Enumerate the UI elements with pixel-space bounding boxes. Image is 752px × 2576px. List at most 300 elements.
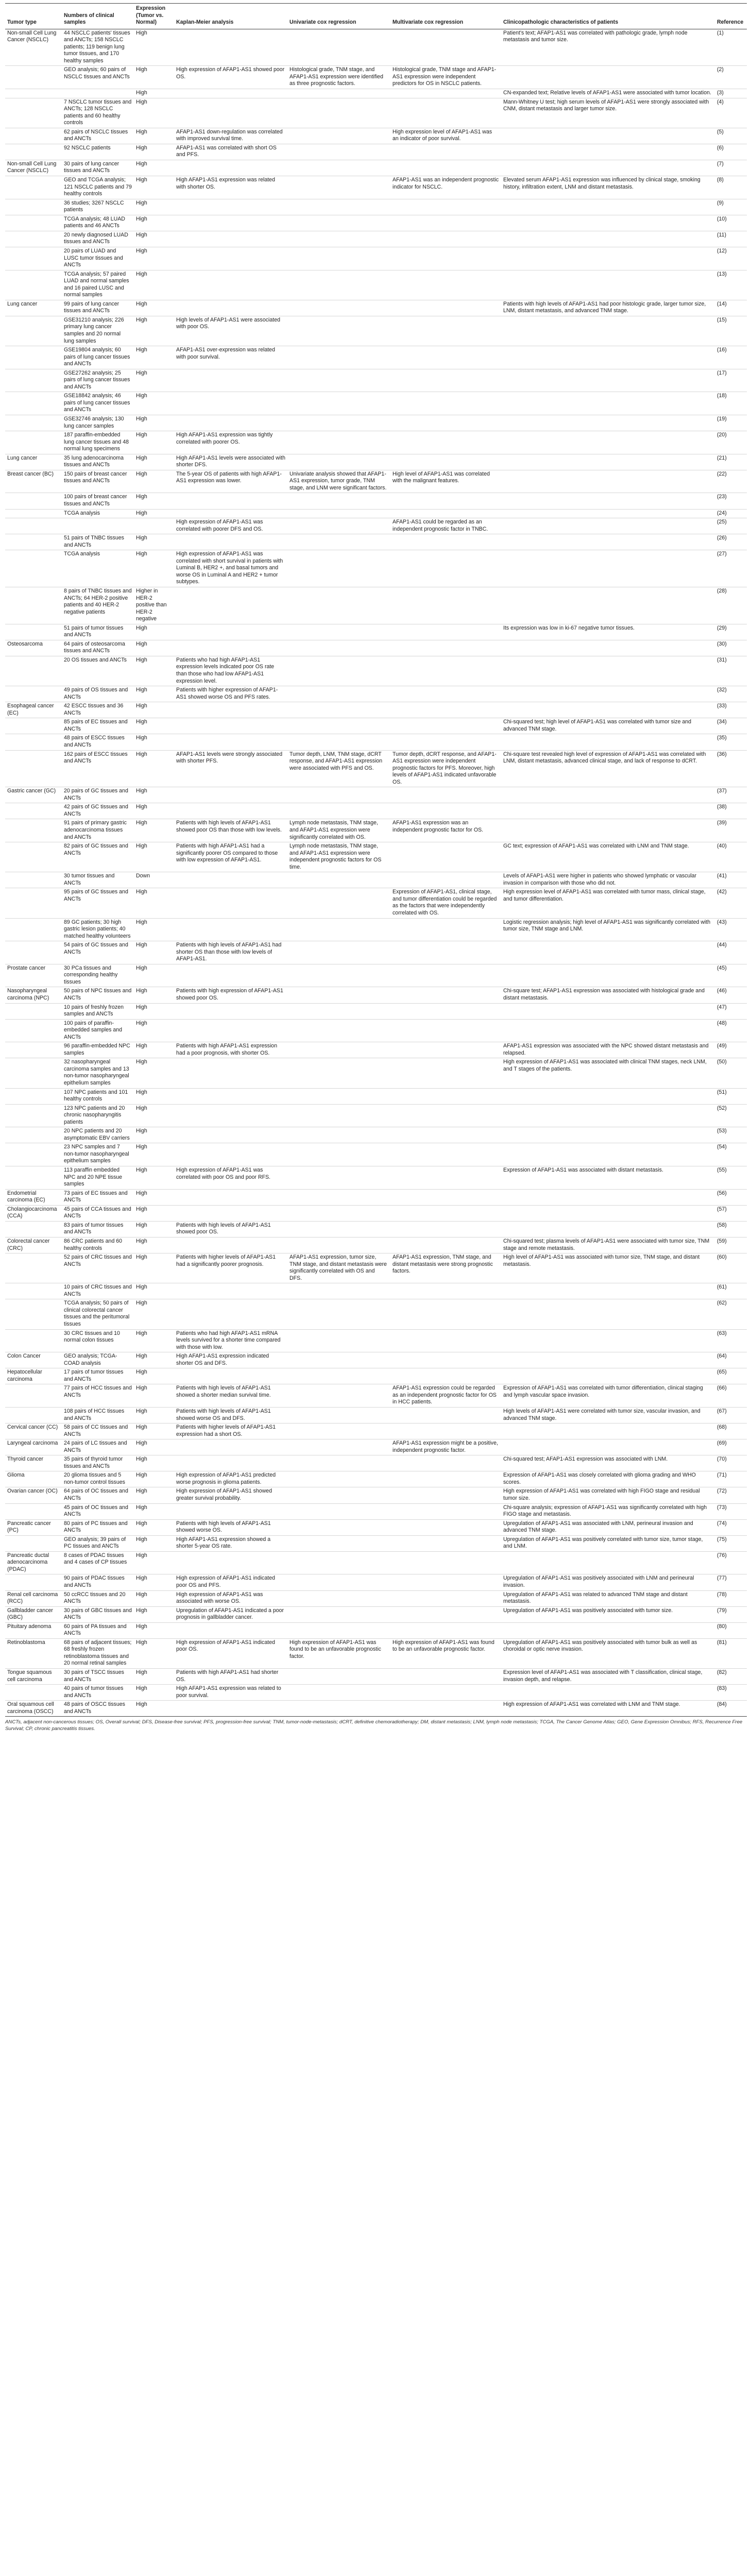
table-cell [174,1088,287,1104]
table-cell [390,534,501,550]
table-cell: (75) [715,1535,747,1551]
table-cell [174,247,287,270]
table-cell: High [134,803,174,819]
table-cell: AFAP1-AS1 levels were strongly associated with shorter PFS. [174,750,287,787]
table-cell [5,1503,62,1519]
table-cell: GEO and TCGA analysis; 121 NSCLC patients and 79 healthy controls [62,176,134,199]
table-cell: 48 pairs of ESCC tissues and ANCTs [62,734,134,750]
table-cell: Expression of AFAP1-AS1 was correlated with tumor differentiation, clinical staging and lymph vascular space invasion. [501,1384,715,1408]
table-cell [5,1088,62,1104]
table-cell [390,1166,501,1190]
table-cell [501,1329,715,1352]
table-cell: High [134,1407,174,1423]
table-cell: GC text; expression of AFAP1-AS1 was correlated with LNM and TNM stage. [501,842,715,872]
table-cell: High [134,1638,174,1668]
table-cell: Cholangiocarcinoma (CCA) [5,1205,62,1221]
table-cell: (1) [715,29,747,66]
table-cell [5,624,62,640]
table-cell: Gallbladder cancer (GBC) [5,1606,62,1622]
table-cell: (76) [715,1551,747,1574]
table-footnote: ANCTs, adjacent non-cancerous tissues; OS, Overall survival; DFS, Disease-free survival; PFS, progression-free survival; TNM, tumor-node-metastasis; dCRT, definitive chemoradiotherapy; DM, distant metastasis; LNM, lymph node metastasis; TCGA, The Cancer Genome Atlas; GEO, Gene Expression Omnibus; RFS, Recurrence Free Survival; CP, chronic pancreatitis tissues. [5,1719,743,1732]
table-cell: 51 pairs of TNBC tissues and ANCTs [62,534,134,550]
table-cell: 162 pairs of ESCC tissues and ANCTs [62,750,134,787]
table-cell [390,1329,501,1352]
table-cell [501,369,715,392]
table-cell [390,454,501,470]
table-cell: 24 pairs of LC tissues and ANCTs [62,1439,134,1455]
table-cell [5,550,62,587]
table-cell [390,872,501,888]
table-cell: High [134,160,174,176]
table-row [5,29,747,66]
table-cell: Expression of AFAP1-AS1 was closely correlated with glioma grading and WHO scores. [501,1471,715,1487]
table-row [5,518,747,534]
table-cell: Patients with high AFAP1-AS1 expression had a poor prognosis, with shorter OS. [174,1042,287,1058]
table-cell: Colorectal cancer (CRC) [5,1237,62,1253]
table-cell [287,89,390,98]
table-cell: AFAP1-AS1 was an independent prognostic indicator for NSCLC. [390,176,501,199]
table-cell [5,750,62,787]
table-cell: High [134,1143,174,1166]
table-cell: 83 pairs of tumor tissues and ANCTs [62,1221,134,1237]
table-cell: (5) [715,128,747,144]
table-cell [174,1127,287,1143]
table-cell [287,718,390,734]
table-cell [501,1685,715,1701]
table-cell: (77) [715,1574,747,1590]
table-row [5,470,747,493]
table-cell [390,160,501,176]
table-cell [287,29,390,66]
table-cell: High [134,1003,174,1019]
table-cell: High [134,231,174,247]
table-cell: High AFAP1-AS1 expression showed a shorter 5-year OS rate. [174,1535,287,1551]
table-cell: High [134,987,174,1003]
table-cell: 95 pairs of GC tissues and ANCTs [62,888,134,918]
table-row [5,534,747,550]
table-cell: (9) [715,199,747,215]
table-cell: Oral squamous cell carcinoma (OSCC) [5,1701,62,1717]
table-cell: High [134,640,174,656]
table-cell [390,550,501,587]
table-cell: Its expression was low in ki-67 negative tumor tissues. [501,624,715,640]
table-cell: 58 pairs of CC tissues and ANCTs [62,1423,134,1439]
table-cell: Tumor depth, LNM, TNM stage, dCRT response, and AFAP1-AS1 expression were associated with PFS and OS. [287,750,390,787]
table-cell [501,454,715,470]
table-cell [5,888,62,918]
table-cell: Expression of AFAP1-AS1 was associated with distant metastasis. [501,1166,715,1190]
table-cell: Patients with high levels of AFAP1-AS1 showed poor OS. [174,1221,287,1237]
table-cell: Histological grade, TNM stage, and AFAP1-AS1 expression were identified as three prognostic factors. [287,66,390,89]
table-cell: Histological grade, TNM stage and AFAP1-AS1 expression were independent predictors for OS in NSCLC patients. [390,66,501,89]
table-cell: High expression of AFAP1-AS1 was correlated with poorer DFS and OS. [174,518,287,534]
table-cell [287,415,390,431]
table-cell: Patients with high levels of AFAP1-AS1 had poor histologic grade, larger tumor size, LNM, distant metastasis, and advanced TNM stage. [501,300,715,316]
table-cell: GEO analysis; 39 pairs of PC tissues and ANCTs [62,1535,134,1551]
table-cell [501,1104,715,1127]
table-cell: High [134,1535,174,1551]
table-cell: High [134,624,174,640]
table-cell [287,686,390,702]
table-cell: (50) [715,1058,747,1088]
table-row [5,1487,747,1503]
table-cell [5,587,62,624]
table-cell: 10 pairs of freshly frozen samples and ANCTs [62,1003,134,1019]
table-cell [5,1299,62,1329]
table-cell: TCGA analysis; 57 paired LUAD and normal samples and 16 paired LUSC and normal samples [62,270,134,300]
table-cell: High [134,1685,174,1701]
table-cell [390,1487,501,1503]
table-row [5,1503,747,1519]
table-cell: 32 nasopharyngeal carcinoma samples and 13 non-tumor nasopharyngeal epithelium samples [62,1058,134,1088]
table-cell [390,1237,501,1253]
table-cell [287,702,390,718]
table-cell [287,1487,390,1503]
table-cell: High [134,454,174,470]
table-cell: 64 pairs of osteosarcoma tissues and ANCTs [62,640,134,656]
table-cell: High [134,199,174,215]
table-cell [5,144,62,160]
table-cell [390,493,501,509]
table-row [5,1455,747,1471]
table-cell [5,1685,62,1701]
table-cell: (33) [715,702,747,718]
table-cell: 100 pairs of breast cancer tissues and ANCTs [62,493,134,509]
table-cell: 89 GC patients; 30 high gastric lesion patients; 40 matched healthy volunteers [62,918,134,941]
table-cell [390,346,501,369]
table-cell: 20 pairs of GC tissues and ANCTs [62,787,134,803]
column-header: Univariate cox regression [287,4,390,29]
table-cell: 30 PCa tissues and corresponding healthy tissues [62,964,134,987]
table-cell: High [134,1104,174,1127]
table-cell: 51 pairs of tumor tissues and ANCTs [62,624,134,640]
table-row [5,1143,747,1166]
table-cell [501,964,715,987]
table-cell: High [134,1519,174,1535]
table-cell: 42 pairs of GC tissues and ANCTs [62,803,134,819]
table-cell [390,199,501,215]
table-cell: High expression of AFAP1-AS1 predicted worse prognosis in glioma patients. [174,1471,287,1487]
table-row [5,702,747,718]
table-cell [174,1622,287,1638]
table-row [5,1519,747,1535]
table-cell: High [134,1384,174,1408]
table-cell [501,431,715,454]
table-cell [174,1237,287,1253]
table-row [5,346,747,369]
table-cell [174,1551,287,1574]
table-cell: (40) [715,842,747,872]
column-header: Reference [715,4,747,29]
table-cell [174,702,287,718]
table-cell: Retinoblastoma [5,1638,62,1668]
table-cell: (61) [715,1283,747,1299]
table-cell [390,718,501,734]
table-cell: Pancreatic cancer (PC) [5,1519,62,1535]
table-cell [5,215,62,231]
table-cell [287,550,390,587]
table-cell [174,1189,287,1205]
table-cell: GEO analysis; TCGA-COAD analysis [62,1352,134,1368]
table-cell [390,1471,501,1487]
table-cell [390,1606,501,1622]
table-cell: High [134,1423,174,1439]
table-cell: High [134,1701,174,1717]
table-cell: High [134,1471,174,1487]
table-cell: High [134,964,174,987]
table-cell [287,160,390,176]
table-cell: TCGA analysis [62,509,134,518]
table-cell [287,1299,390,1329]
table-cell: 73 pairs of EC tissues and ANCTs [62,1189,134,1205]
table-cell [174,415,287,431]
table-cell [174,640,287,656]
table-row [5,1166,747,1190]
table-cell [501,392,715,415]
table-cell: 35 lung adenocarcinoma tissues and ANCTs [62,454,134,470]
table-cell: 108 pairs of HCC tissues and ANCTs [62,1407,134,1423]
table-cell: High [134,1088,174,1104]
table-cell [287,534,390,550]
table-cell: (80) [715,1622,747,1638]
table-cell [501,346,715,369]
table-row [5,1590,747,1606]
table-row [5,750,747,787]
table-cell [390,369,501,392]
table-cell: High [134,270,174,300]
table-cell: (38) [715,803,747,819]
table-cell: (37) [715,787,747,803]
table-cell: 62 pairs of NSCLC tissues and ANCTs [62,128,134,144]
table-row [5,1685,747,1701]
table-cell [5,918,62,941]
table-cell [287,392,390,415]
table-cell [287,1127,390,1143]
table-cell: 42 ESCC tissues and 36 ANCTs [62,702,134,718]
table-cell: High [134,702,174,718]
table-cell: 35 pairs of thyroid tumor tissues and ANCTs [62,1455,134,1471]
table-cell: High [134,1058,174,1088]
table-cell [390,144,501,160]
table-cell: High expression of AFAP1-AS1 was correlated with high FIGO stage and residual tumor size. [501,1487,715,1503]
table-cell: High expression of AFAP1-AS1 was associated with clinical TNM stages, neck LNM, and T stages of the patients. [501,1058,715,1088]
table-cell: (55) [715,1166,747,1190]
table-cell [501,1127,715,1143]
table-cell: (65) [715,1368,747,1384]
table-cell [390,1574,501,1590]
table-cell: (34) [715,718,747,734]
table-cell: 64 pairs of OC tissues and ANCTs [62,1487,134,1503]
table-cell: Down [134,872,174,888]
table-cell: High [134,346,174,369]
table-cell: (67) [715,1407,747,1423]
table-cell [174,1104,287,1127]
table-cell: 99 pairs of lung cancer tissues and ANCTs [62,300,134,316]
table-cell [501,550,715,587]
table-cell: (24) [715,509,747,518]
table-cell [390,1455,501,1471]
table-cell [501,518,715,534]
table-cell: High [134,300,174,316]
table-cell [287,128,390,144]
table-cell [287,1407,390,1423]
table-cell: Upregulation of AFAP1-AS1 indicated a poor prognosis in gallbladder cancer. [174,1606,287,1622]
table-cell: 91 pairs of primary gastric adenocarcinoma tissues and ANCTs [62,819,134,842]
table-cell: High [134,718,174,734]
table-cell: High [134,1127,174,1143]
table-cell: AFAP1-AS1 expression, TNM stage, and distant metastasis were strong prognostic factors. [390,1253,501,1283]
table-row [5,803,747,819]
table-cell: High [134,787,174,803]
table-cell [5,89,62,98]
table-cell [390,1019,501,1042]
table-cell [5,1166,62,1190]
table-cell [174,493,287,509]
table-cell: High [134,89,174,98]
table-cell [287,215,390,231]
table-cell: AFAP1-AS1 expression was an independent prognostic factor for OS. [390,819,501,842]
table-cell [390,1590,501,1606]
table-cell [501,640,715,656]
table-cell: Thyroid cancer [5,1455,62,1471]
table-cell: High [134,1329,174,1352]
table-cell: (83) [715,1685,747,1701]
table-cell: High expression level of AFAP1-AS1 was correlated with tumor mass, clinical stage, and tumor differentiation. [501,888,715,918]
table-cell: Patients who had high AFAP1-AS1 expression levels indicated poor OS rate than those who had low AFAP1-AS1 expression level. [174,656,287,686]
table-cell: High levels of AFAP1-AS1 were correlated with tumor size, vascular invasion, and advanced TNM stage. [501,1407,715,1423]
table-cell [5,842,62,872]
table-cell: Expression level of AFAP1-AS1 was associated with T classification, clinical stage, invasion depth, and relapse. [501,1669,715,1685]
table-cell: High [134,29,174,66]
table-row [5,66,747,89]
table-row [5,888,747,918]
table-row [5,941,747,964]
table-cell [501,534,715,550]
table-cell [5,819,62,842]
table-cell [287,1606,390,1622]
table-cell [501,199,715,215]
table-cell [287,231,390,247]
table-cell [174,1058,287,1088]
table-cell [390,1283,501,1299]
table-cell: (41) [715,872,747,888]
table-cell: High [134,415,174,431]
table-cell: (7) [715,160,747,176]
table-cell [174,1299,287,1329]
table-cell: (14) [715,300,747,316]
table-cell: (39) [715,819,747,842]
table-cell: High [134,686,174,702]
table-cell: High AFAP1-AS1 expression was related with shorter OS. [174,176,287,199]
table-row [5,1669,747,1685]
table-cell: High [134,1368,174,1384]
table-cell [5,803,62,819]
table-cell [5,656,62,686]
table-row [5,247,747,270]
table-cell: The 5-year OS of patients with high AFAP1-AS1 expression was lower. [174,470,287,493]
table-cell: (60) [715,1253,747,1283]
table-cell [5,176,62,199]
table-cell: Patients with high levels of AFAP1-AS1 showed worse OS. [174,1519,287,1535]
table-cell: (56) [715,1189,747,1205]
table-cell: High [134,493,174,509]
table-row [5,415,747,431]
table-cell [501,1003,715,1019]
table-cell [174,1003,287,1019]
table-cell [174,534,287,550]
table-cell: High [134,431,174,454]
table-cell [5,316,62,346]
table-cell [62,518,134,534]
table-cell [174,1701,287,1717]
table-cell [287,587,390,624]
table-cell [5,1104,62,1127]
table-cell: Upregulation of AFAP1-AS1 was positively associated with tumor size. [501,1606,715,1622]
table-cell [390,1299,501,1329]
table-cell: Upregulation of AFAP1-AS1 was associated with LNM, perineural invasion and advanced TNM stage. [501,1519,715,1535]
table-cell: (30) [715,640,747,656]
table-body [5,29,747,1717]
table-cell [174,964,287,987]
table-cell: High [134,369,174,392]
table-row [5,300,747,316]
table-cell [287,454,390,470]
table-cell: Esophageal cancer (EC) [5,702,62,718]
table-cell: (17) [715,369,747,392]
table-cell [287,987,390,1003]
table-cell [5,431,62,454]
table-cell: Upregulation of AFAP1-AS1 was positively associated with tumor bulk as well as choroidal or optic nerve invasion. [501,1638,715,1668]
table-cell: High AFAP1-AS1 levels were associated with shorter DFS. [174,454,287,470]
table-cell: 17 pairs of tumor tissues and ANCTs [62,1368,134,1384]
table-cell: High [134,1019,174,1042]
table-row [5,1221,747,1237]
table-row [5,1423,747,1439]
table-cell: Patients with high levels of AFAP1-AS1 had shorter OS than those with low levels of AFAP1-AS1. [174,941,287,964]
table-cell: (72) [715,1487,747,1503]
table-cell [174,1439,287,1455]
table-cell [501,1439,715,1455]
table-cell [287,1352,390,1368]
table-cell [287,346,390,369]
table-cell [390,1535,501,1551]
table-cell [390,1685,501,1701]
table-cell: Upregulation of AFAP1-AS1 was related to advanced TNM stage and distant metastasis. [501,1590,715,1606]
table-cell [174,1455,287,1471]
table-cell: Colon Cancer [5,1352,62,1368]
table-cell: Non-small Cell Lung Cancer (NSCLC) [5,160,62,176]
table-cell: Patients with high levels of AFAP1-AS1 showed worse OS and DFS. [174,1407,287,1423]
table-cell: Pancreatic ductal adenocarcinoma (PDAC) [5,1551,62,1574]
table-cell: High [134,1205,174,1221]
table-cell [501,941,715,964]
table-row [5,316,747,346]
table-cell: (53) [715,1127,747,1143]
table-row [5,509,747,518]
table-cell: Gastric cancer (GC) [5,787,62,803]
table-cell: AFAP1-AS1 expression was associated with the NPC showed distant metastasis and relapsed. [501,1042,715,1058]
table-row [5,454,747,470]
table-cell [390,1503,501,1519]
table-cell [5,1058,62,1088]
table-row [5,842,747,872]
table-cell: 187 paraffin-embedded lung cancer tissues and 48 normal lung specimens [62,431,134,454]
table-cell: (49) [715,1042,747,1058]
table-cell: (71) [715,1471,747,1487]
table-cell [287,1329,390,1352]
table-cell [390,215,501,231]
table-cell: High [134,819,174,842]
